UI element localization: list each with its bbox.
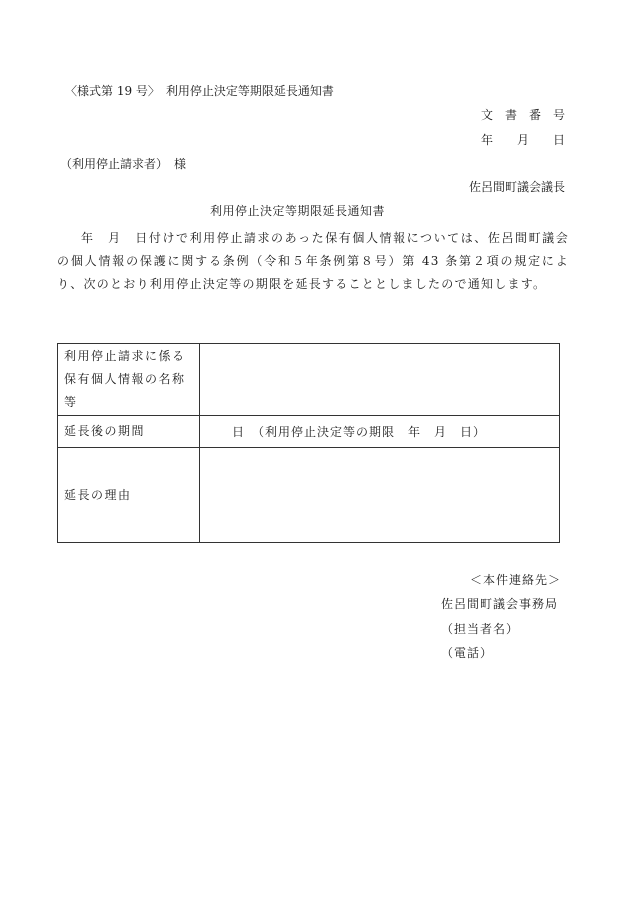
table-row [58,344,560,416]
contact-phone: （電話） [441,646,494,660]
contact-office: 佐呂間町議会事務局 [441,597,559,611]
form-number: 〈様式第 19 号〉 [65,84,154,98]
table-row [58,416,560,448]
recipient-line: （利用停止請求者） 様 [60,157,187,171]
extended-period-value: 日 （利用停止決定等の期限 年 月 日） [200,416,560,448]
document-number-label: 文 書 番 号 [480,108,565,122]
contact-heading: ＜本件連絡先＞ [470,573,562,587]
date-label: 年 月 日 [480,133,565,147]
contact-person: （担当者名） [441,622,520,636]
form-title: 利用停止決定等期限延長通知書 [165,84,334,98]
body-paragraph: 年 月 日付けで利用停止請求のあった保有個人情報については、佐呂間町議会の個人情報の保護に関する条例（令和５年条例第８号）第 43 条第２項の規定により、次のとおり利用停止決定等の期限を延長することとしましたので通知します。 [57,231,569,291]
target-info-label: 利用停止請求に係る保有個人情報の名称等 [58,344,200,416]
table-row [58,448,560,543]
form-header [65,85,334,97]
extension-reason-value [200,448,560,543]
extension-reason-label: 延長の理由 [58,448,200,543]
document-title: 利用停止決定等期限延長通知書 [210,204,386,218]
target-info-value [200,344,560,416]
extension-info-table [57,343,560,543]
extended-period-label: 延長後の期間 [58,416,200,448]
sender-name: 佐呂間町議会議長 [468,180,565,194]
